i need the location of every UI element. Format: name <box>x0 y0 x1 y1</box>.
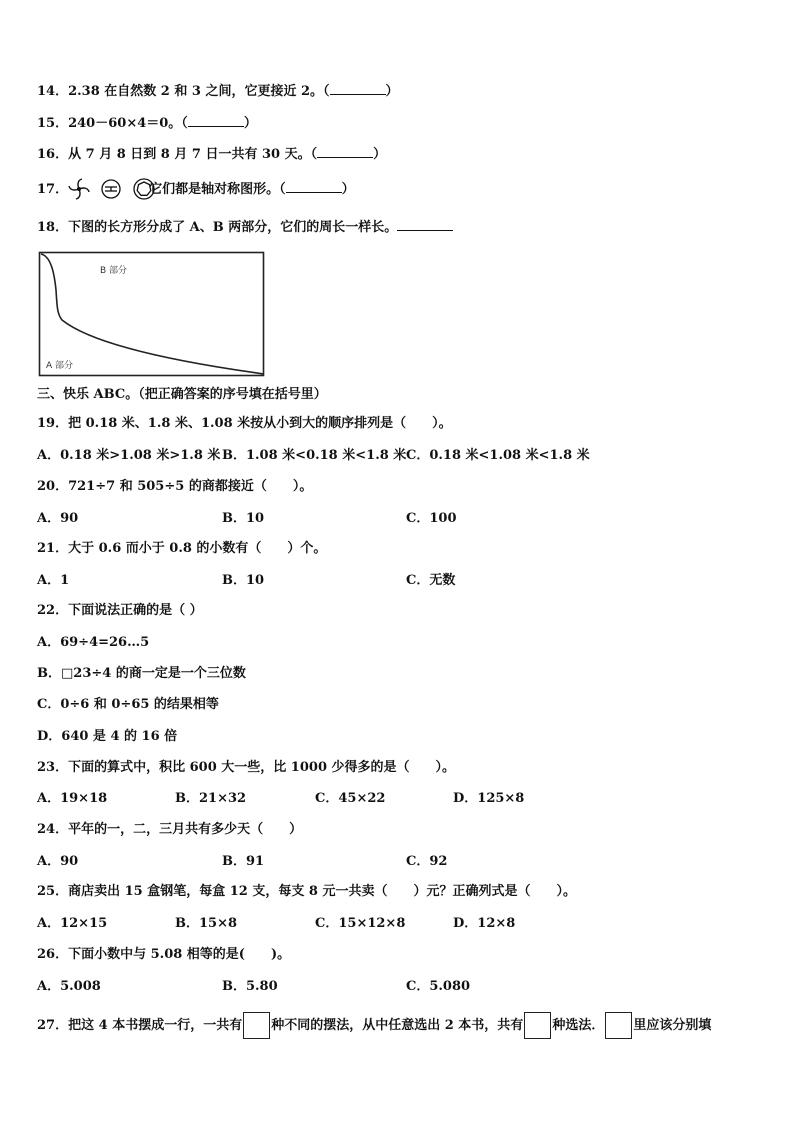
option-b[interactable]: B．15×8 <box>175 916 238 931</box>
option-a[interactable]: A．90 <box>37 511 79 526</box>
answer-blank[interactable] <box>330 82 386 95</box>
answer-box-2[interactable] <box>524 1012 551 1039</box>
question-16 <box>37 145 386 164</box>
option-c[interactable]: C．100 <box>406 511 457 526</box>
option-a[interactable]: A．1 <box>37 573 70 588</box>
option-a[interactable]: A．0.18 米>1.08 米>1.8 米 <box>37 448 221 463</box>
question-27 <box>37 1012 711 1039</box>
paren-close: ） <box>385 84 399 99</box>
question-21: 21．大于 0.6 而小于 0.8 的小数有（ ）个。 <box>37 541 327 556</box>
option-a[interactable]: A．12×15 <box>37 916 108 931</box>
pinwheel-icon <box>69 179 89 199</box>
option-c[interactable]: C．0÷6 和 0÷65 的结果相等 <box>37 697 219 712</box>
question-16-text: 16．从 7 月 8 日到 8 月 7 日一共有 30 天。（ <box>37 147 318 162</box>
question-18-text: 18．下图的长方形分成了 A、B 两部分，它们的周长一样长。 <box>37 220 398 235</box>
option-d[interactable]: D．125×8 <box>453 791 525 806</box>
option-b[interactable]: B．5.80 <box>222 979 278 994</box>
option-d[interactable]: D．640 是 4 的 16 倍 <box>37 729 178 744</box>
option-a[interactable]: A．90 <box>37 854 79 869</box>
question-18 <box>37 218 453 237</box>
question-15 <box>37 114 257 133</box>
question-22: 22．下面说法正确的是（ ） <box>37 603 203 618</box>
paren-close: ） <box>243 116 257 131</box>
answer-blank[interactable] <box>317 145 373 158</box>
paren-close: ） <box>373 147 387 162</box>
paren-close: ） <box>341 182 355 197</box>
question-27-part-3: 种选法． <box>552 1018 605 1033</box>
question-14 <box>37 82 399 101</box>
question-24: 24．平年的一，二，三月共有多少天（ ） <box>37 822 303 837</box>
option-a[interactable]: A．5.008 <box>37 979 101 994</box>
option-a[interactable]: A．19×18 <box>37 791 108 806</box>
answer-blank[interactable] <box>188 114 244 127</box>
section-three-heading: 三、快乐 ABC。（把正确答案的序号填在括号里） <box>37 387 327 402</box>
option-c[interactable]: C．45×22 <box>315 791 386 806</box>
question-14-text: 14．2.38 在自然数 2 和 3 之间，它更接近 2。（ <box>37 84 330 99</box>
option-c[interactable]: C．92 <box>406 854 448 869</box>
answer-box-1[interactable] <box>243 1012 270 1039</box>
circle-lines-icon <box>102 180 120 198</box>
option-c[interactable]: C．0.18 米<1.08 米<1.8 米 <box>406 448 590 463</box>
label-part-b: B 部分 <box>100 266 128 276</box>
symmetry-figures <box>66 176 158 202</box>
option-d[interactable]: D．12×8 <box>453 916 516 931</box>
option-b[interactable]: B．1.08 米<0.18 米<1.8 米 <box>222 448 407 463</box>
question-27-part-1: 27．把这 4 本书摆成一行，一共有 <box>37 1018 243 1033</box>
answer-blank[interactable] <box>397 218 453 231</box>
answer-blank[interactable] <box>286 180 342 193</box>
option-b[interactable]: B．21×32 <box>175 791 247 806</box>
question-17-text: 它们都是轴对称图形。（ <box>149 182 286 197</box>
question-27-part-4: 里应该分别填 <box>633 1018 712 1033</box>
option-c[interactable]: C．无数 <box>406 573 456 588</box>
question-15-text: 15．240－60×4＝0。（ <box>37 116 188 131</box>
question-26: 26．下面小数中与 5.08 相等的是( )。 <box>37 947 291 962</box>
dividing-curve <box>41 254 264 374</box>
question-20: 20．721÷7 和 505÷5 的商都接近（ ）。 <box>37 479 313 494</box>
rectangle-outline <box>40 253 264 376</box>
answer-box-3[interactable] <box>605 1012 632 1039</box>
question-25: 25．商店卖出 15 盒钢笔，每盒 12 支，每支 8 元一共卖（ ）元？正确列式是（ ）。 <box>37 884 576 899</box>
question-23: 23．下面的算式中，积比 600 大一些，比 1000 少得多的是（ ）。 <box>37 760 456 775</box>
question-19: 19．把 0.18 米、1.8 米、1.08 米按从小到大的顺序排列是（ ）。 <box>37 416 452 431</box>
option-b[interactable]: B．91 <box>222 854 265 869</box>
option-b[interactable]: B．□23÷4 的商一定是一个三位数 <box>37 666 246 681</box>
question-27-part-2: 种不同的摆法，从中任意选出 2 本书，共有 <box>271 1018 524 1033</box>
option-b[interactable]: B．10 <box>222 511 265 526</box>
label-part-a: A 部分 <box>46 361 74 371</box>
option-c[interactable]: C．5.080 <box>406 979 471 994</box>
option-b[interactable]: B．10 <box>222 573 265 588</box>
option-c[interactable]: C．15×12×8 <box>315 916 406 931</box>
option-a[interactable]: A．69÷4=26…5 <box>37 635 150 650</box>
rectangle-figure <box>38 250 266 378</box>
circle-heptagon-icon <box>134 179 154 199</box>
question-17-number: 17． <box>37 182 69 197</box>
